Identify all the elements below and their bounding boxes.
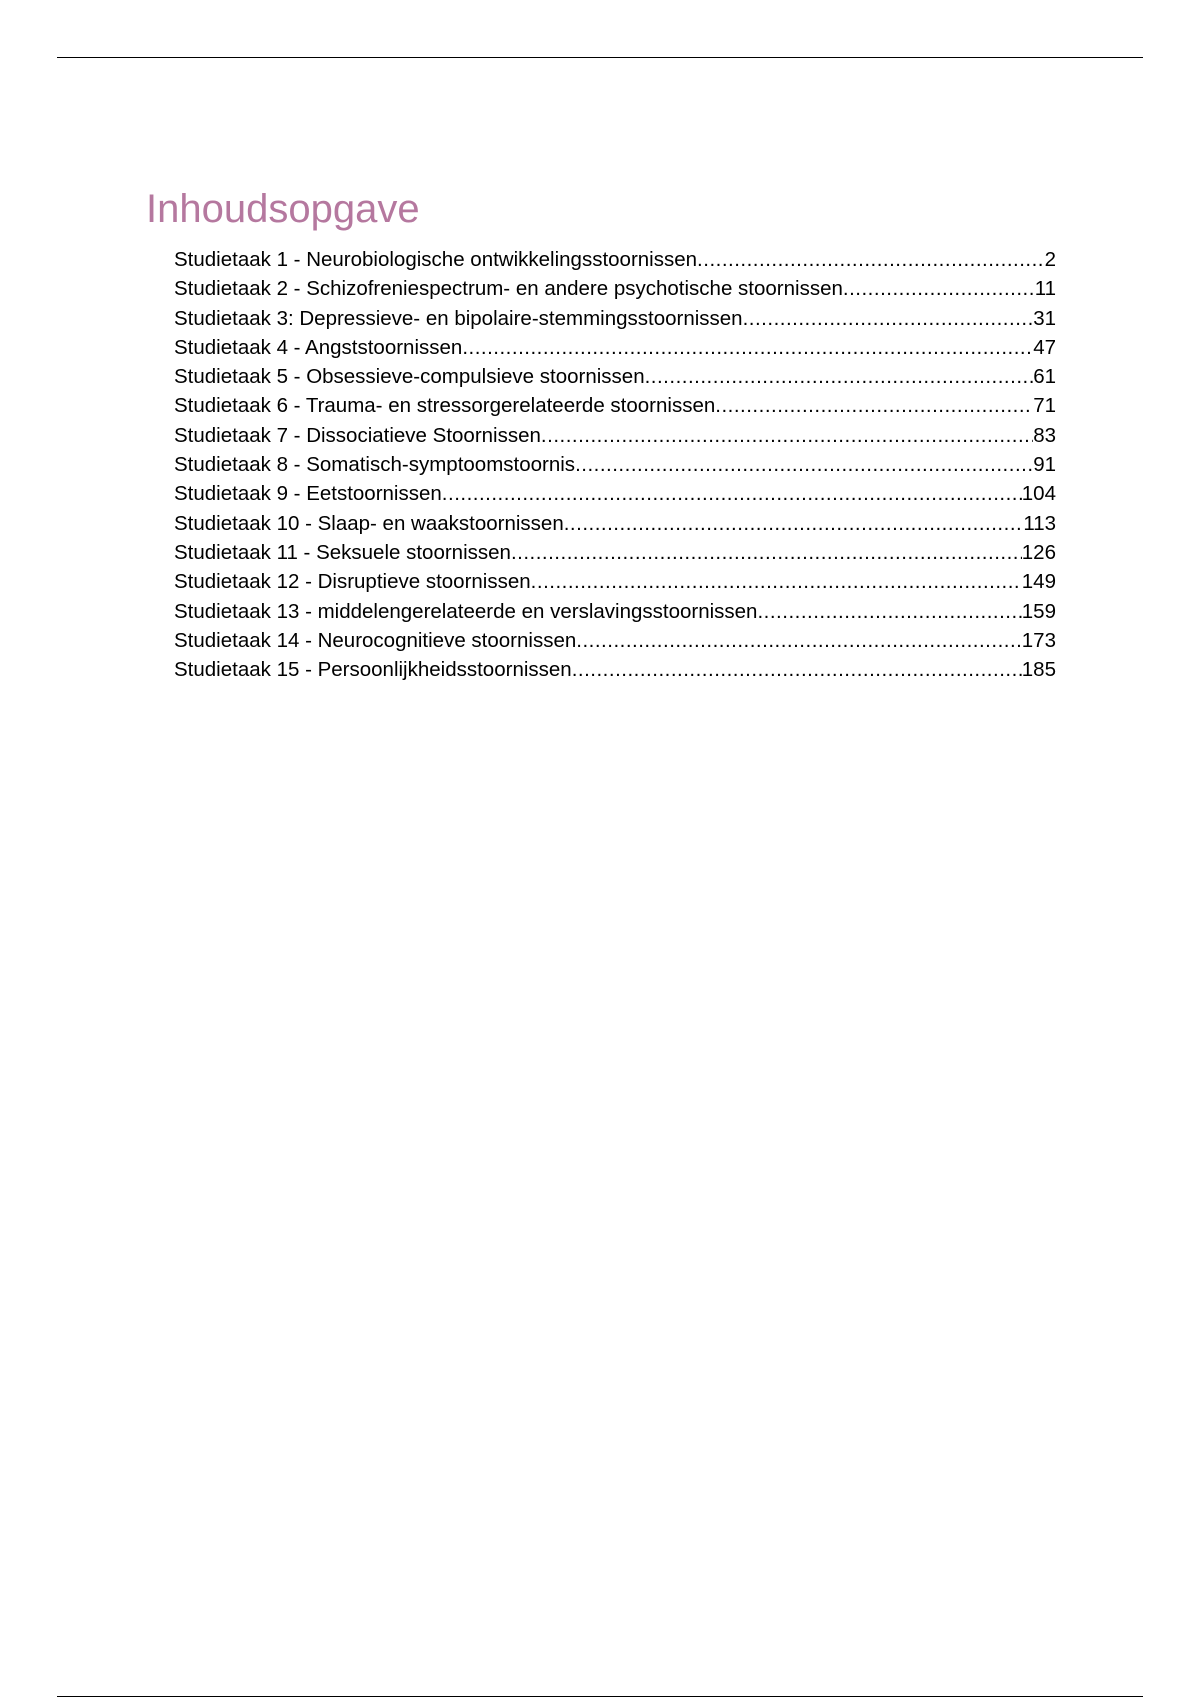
toc-dot-leader xyxy=(576,626,1022,655)
toc-entry-page: 104 xyxy=(1021,482,1056,506)
toc-title: Inhoudsopgave xyxy=(146,187,420,231)
toc-entry[interactable] xyxy=(174,391,1056,420)
toc-entry-label: Studietaak 11 - Seksuele stoornissen xyxy=(174,540,511,564)
toc-entry-label: Studietaak 4 - Angststoornissen xyxy=(174,335,463,359)
toc-entry[interactable] xyxy=(174,333,1056,362)
toc-entry[interactable] xyxy=(174,450,1056,479)
toc-entry-page: 2 xyxy=(1044,248,1056,271)
toc-dot-leader xyxy=(511,538,1022,567)
toc-entry-page: 47 xyxy=(1033,335,1056,359)
toc-entry-label: Studietaak 3: Depressieve- en bipolaire-stemmingsstoornissen xyxy=(174,306,743,330)
toc-entry-page: 113 xyxy=(1023,511,1056,535)
toc-entry-label: Studietaak 1 - Neurobiologische ontwikkelingsstoornissen xyxy=(174,248,698,271)
toc-entry-label: Studietaak 12 - Disruptieve stoornissen xyxy=(174,570,531,594)
header-rule xyxy=(57,57,1143,58)
toc-entry-page: 126 xyxy=(1021,540,1056,564)
toc-entry[interactable] xyxy=(174,626,1056,655)
toc-entry[interactable] xyxy=(174,538,1056,567)
toc-dot-leader xyxy=(442,479,1022,508)
toc-entry[interactable] xyxy=(174,362,1056,391)
toc-entry-label: Studietaak 10 - Slaap- en waakstoornissen xyxy=(174,511,564,535)
toc-dot-leader xyxy=(743,304,1034,333)
toc-entry[interactable] xyxy=(174,421,1056,450)
toc-dot-leader xyxy=(572,655,1022,684)
toc-entry-page: 91 xyxy=(1033,453,1056,477)
toc-entry-page: 61 xyxy=(1033,365,1056,389)
toc-dot-leader xyxy=(531,567,1022,596)
toc-dot-leader xyxy=(541,421,1033,450)
toc-entry-page: 11 xyxy=(1034,277,1056,301)
toc-entry-page: 71 xyxy=(1033,394,1056,418)
toc-dot-leader xyxy=(715,391,1033,420)
toc-entry-label: Studietaak 5 - Obsessieve-compulsieve stoornissen xyxy=(174,365,645,389)
toc-entry-label: Studietaak 7 - Dissociatieve Stoornissen xyxy=(174,423,541,447)
toc-dot-leader xyxy=(697,245,1045,274)
toc-entry-label: Studietaak 14 - Neurocognitieve stoornissen xyxy=(174,628,577,652)
toc-entry-label: Studietaak 2 - Schizofreniespectrum- en andere psychotische stoornissen xyxy=(174,277,843,301)
toc-entry-page: 185 xyxy=(1021,658,1056,682)
toc-entry[interactable] xyxy=(174,655,1056,684)
toc-entry-page: 83 xyxy=(1033,423,1056,447)
toc-entry[interactable] xyxy=(174,479,1056,508)
toc-entry[interactable] xyxy=(174,304,1056,333)
toc-entry-label: Studietaak 6 - Trauma- en stressorgerelateerde stoornissen xyxy=(174,394,716,418)
toc-entry-page: 159 xyxy=(1021,599,1056,623)
toc-dot-leader xyxy=(645,362,1034,391)
toc-dot-leader xyxy=(564,509,1024,538)
toc-entry[interactable] xyxy=(174,567,1056,596)
toc-list xyxy=(146,245,1056,684)
toc-dot-leader xyxy=(757,597,1021,626)
toc-entry-page: 149 xyxy=(1021,570,1056,594)
toc-entry-label: Studietaak 15 - Persoonlijkheidsstoornissen xyxy=(174,658,572,682)
toc-entry-label: Studietaak 9 - Eetstoornissen xyxy=(174,482,442,506)
toc-dot-leader xyxy=(462,333,1033,362)
toc-dot-leader xyxy=(575,450,1033,479)
toc-dot-leader xyxy=(843,274,1035,303)
toc-entry[interactable] xyxy=(174,245,1056,274)
toc-entry[interactable] xyxy=(174,509,1056,538)
toc-entry[interactable] xyxy=(174,274,1056,303)
table-of-contents xyxy=(146,183,1056,684)
toc-entry-label: Studietaak 8 - Somatisch-symptoomstoornis xyxy=(174,453,576,477)
toc-entry-page: 173 xyxy=(1021,628,1056,652)
toc-entry[interactable] xyxy=(174,597,1056,626)
toc-entry-page: 31 xyxy=(1033,306,1056,330)
toc-entry-label: Studietaak 13 - middelengerelateerde en verslavingsstoornissen xyxy=(174,599,758,623)
footer-rule xyxy=(57,1696,1143,1697)
